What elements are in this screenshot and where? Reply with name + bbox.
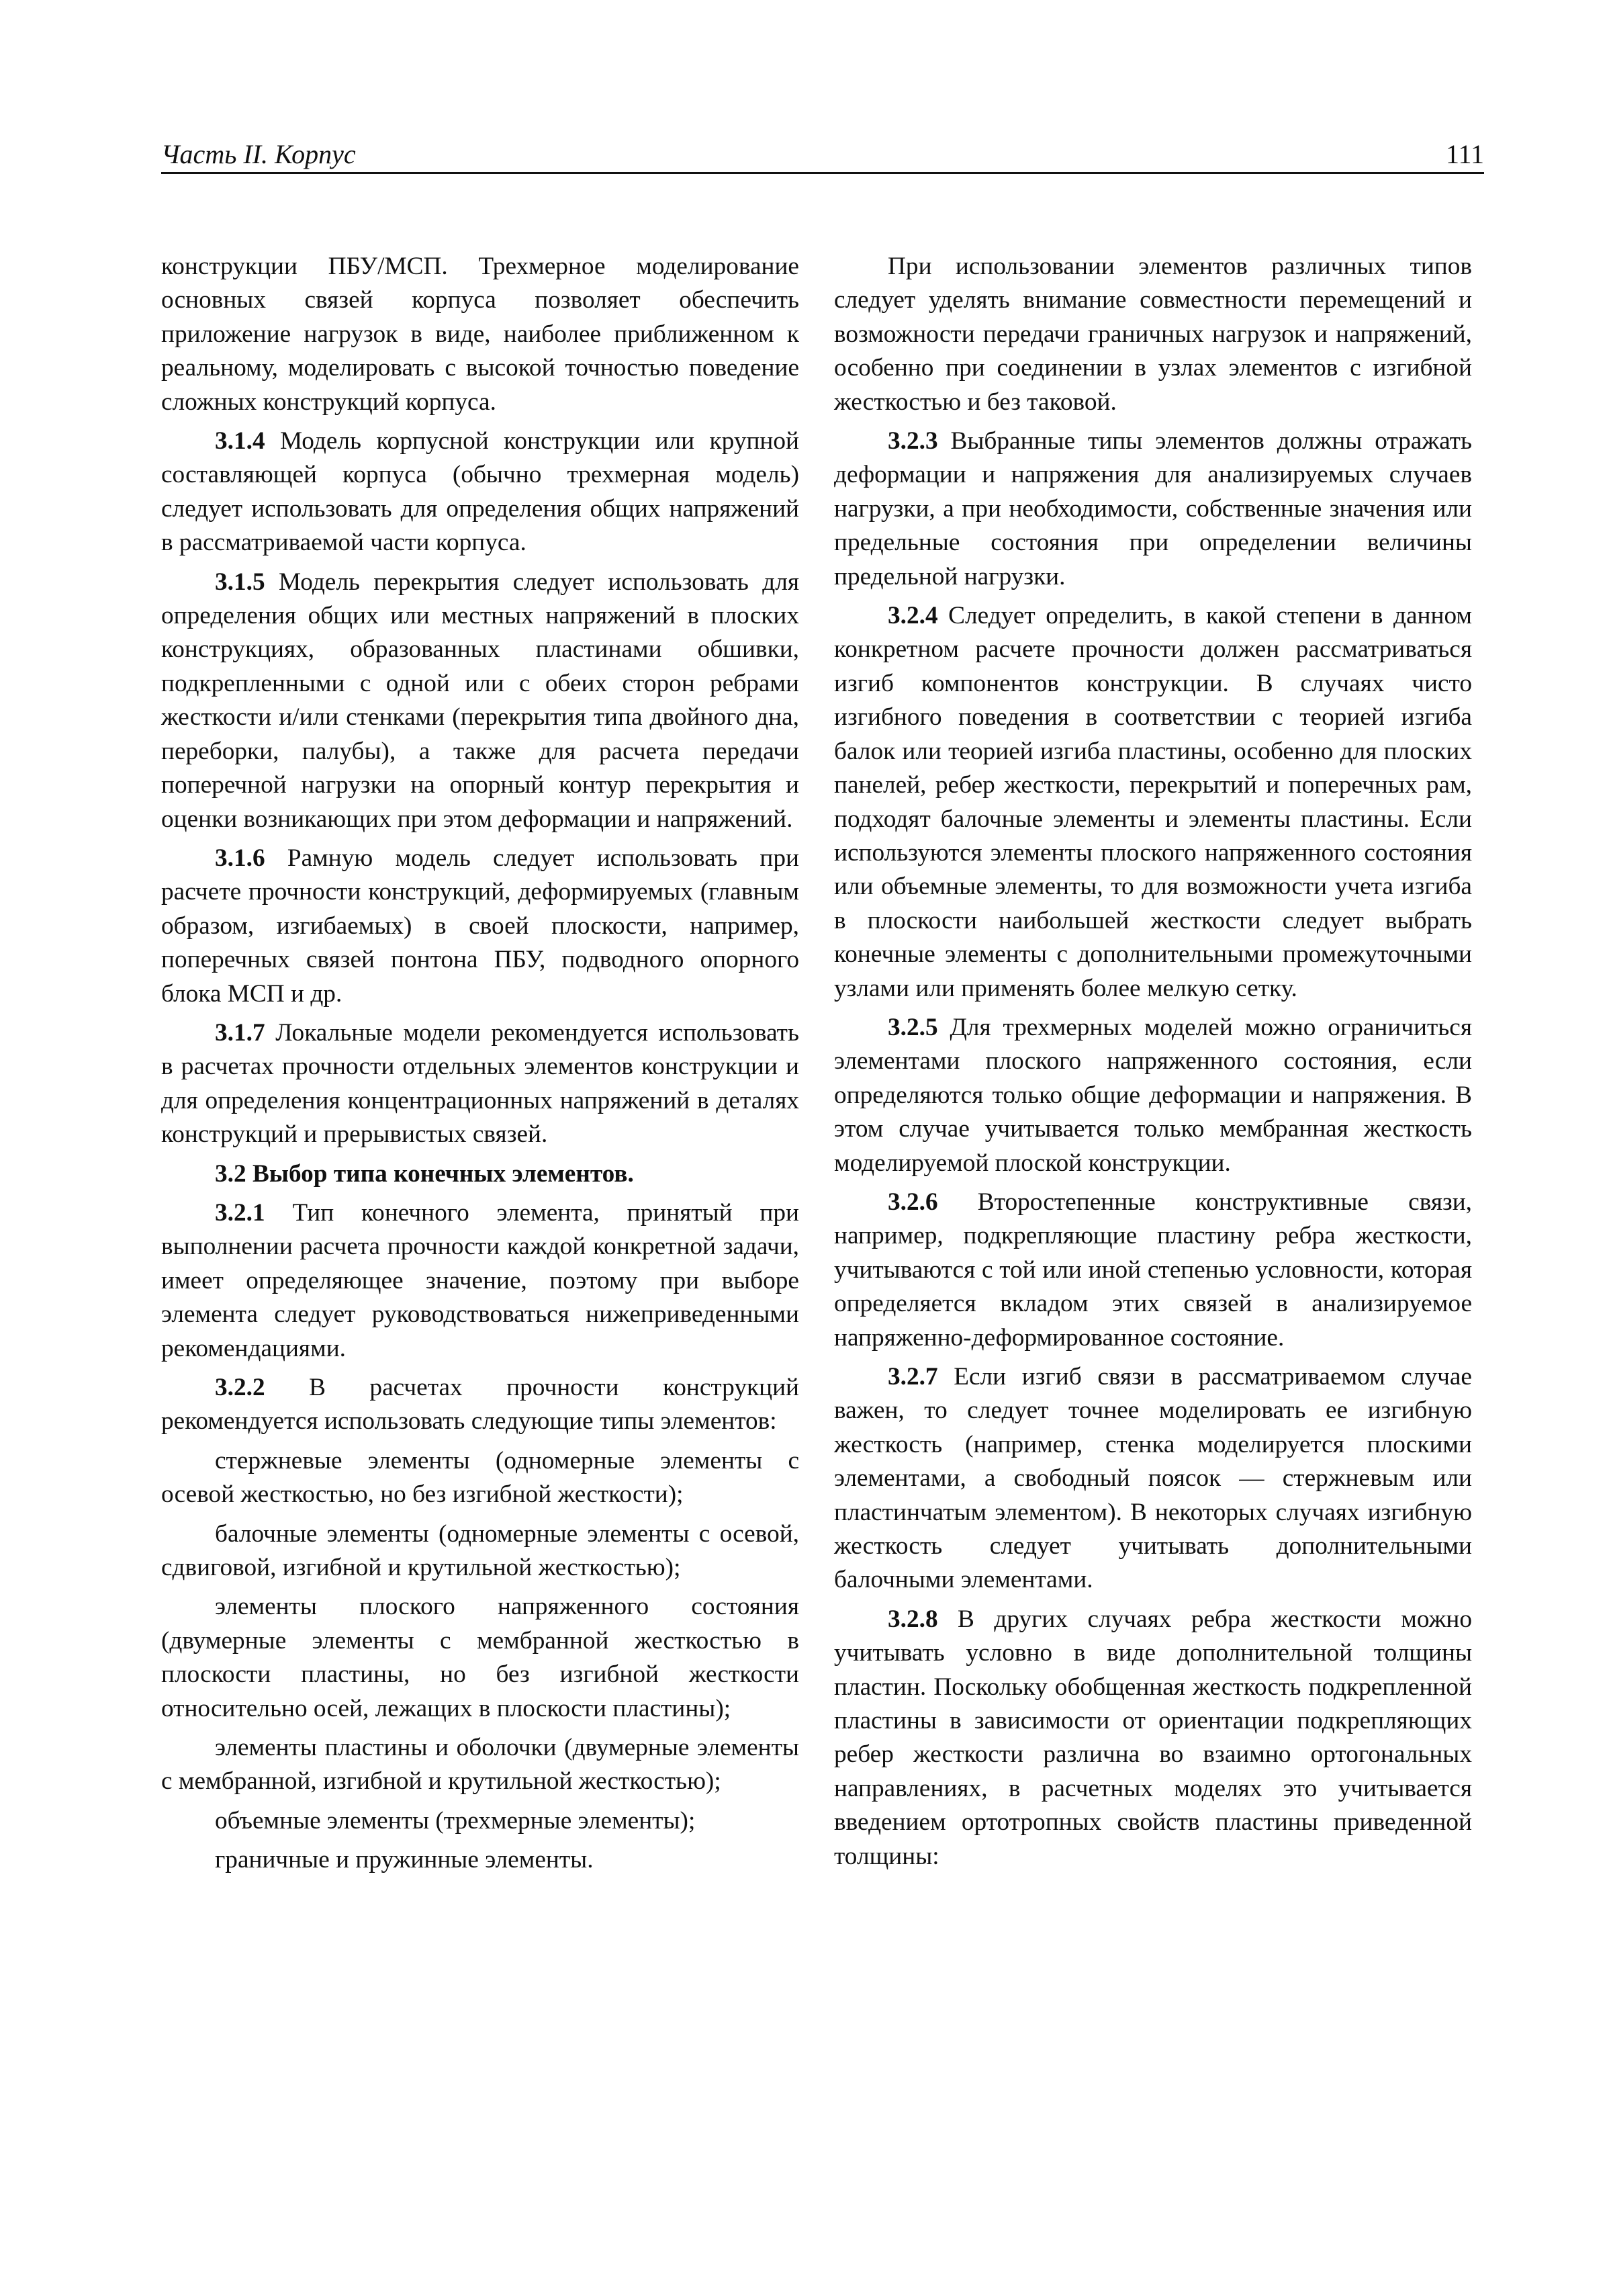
paragraph: При использовании элементов различных типов следует уделять внимание совместности перемещений и возможности передачи граничных нагрузок и напряжений, особенно при соединении в узлах элементов с изгибной жесткостью и без таковой. xyxy=(834,253,1472,416)
paragraph-3-2-5: 3.2.5 Для трехмерных моделей можно ограничиться элементами плоского напряженного состояния, если определяются только общие деформации и напряжения. В этом случае учитывается только мембранная жесткость моделируемой плоской конструкции. xyxy=(834,1013,1472,1177)
paragraph-3-2-7: 3.2.7 Если изгиб связи в рассматриваемом случае важен, то следует точнее моделировать ее изгибную жесткость (например, стенка моделируется плоскими элементами, а свободный поясок — стержневым или пластинчатым элементом). В некоторых случаях изгибную жесткость следует учитывать дополнительными балочными элементами. xyxy=(834,1363,1472,1594)
list-item: балочные элементы (одномерные элементы с осевой, сдвиговой, изгибной и крутильной жесткостью); xyxy=(161,1519,799,1582)
list-item: элементы плоского напряженного состояния (двумерные элементы с мембранной жесткостью в плоскости пластины, но без изгибной жесткости относительно осей, лежащих в плоскости пластины); xyxy=(161,1593,799,1722)
paragraph-3-2-1: 3.2.1 Тип конечного элемента, принятый при выполнении расчета прочности каждой конкретной задачи, имеет определяющее значение, поэтому при выборе элемента следует руководствоваться нижеприведенными рекомендациями. xyxy=(161,1198,799,1362)
paragraph-3-1-7: 3.1.7 Локальные модели рекомендуется использовать в расчетах прочности отдельных элементов конструкции и для определения концентрационных напряжений в деталях конструкций и прерывистых связей. xyxy=(161,1018,799,1149)
list-item: граничные и пружинные элементы. xyxy=(215,1846,594,1874)
paragraph-3-2-4: 3.2.4 Следует определить, в какой степени в данном конкретном расчете прочности должен рассматриваться изгиб компонентов конструкции. В случаях чисто изгибного поведения в соответствии с теорией изгиба балок или теорией изгиба пластины, особенно для плоских панелей, ребер жесткости, перекрытий и поперечных рам, подходят балочные элементы и элементы пластины. Если используются элементы плоского напряженного состояния или объемные элементы, то для возможности учета изгиба в плоскости наибольшей жесткости следует выбрать конечные элементы с дополнительными промежуточными узлами или применять более мелкую сетку. xyxy=(834,602,1472,1002)
running-title: Часть II. Корпус xyxy=(161,139,356,169)
paragraph-3-1-5: 3.1.5 Модель перекрытия следует использовать для определения общих или местных напряжений в плоских конструкциях, образованных пластинами обшивки, подкрепленными с одной или с обеих сторон ребрами жесткости и/или стенками (перекрытия типа двойного дна, переборки, палубы), а также для расчета передачи поперечной нагрузки на опорный контур перекрытия и оценки возникающих при этом деформации и напряжений. xyxy=(161,568,799,833)
paragraph-3-2-6: 3.2.6 Второстепенные конструктивные связи, например, подкрепляющие пластину ребра жесткости, учитываются с той или иной степенью условности, которая определяется вкладом этих связей в анализируемое напряженно-деформированное состояние. xyxy=(834,1188,1472,1352)
section-heading-3-2: 3.2 Выбор типа конечных элементов. xyxy=(215,1159,634,1188)
list-item: элементы пластины и оболочки (двумерные элементы с мембранной, изгибной и крутильной жесткостью); xyxy=(161,1734,799,1796)
list-item: стержневые элементы (одномерные элементы с осевой жесткостью, но без изгибной жесткости); xyxy=(161,1446,799,1509)
list-item: объемные элементы (трехмерные элементы); xyxy=(215,1806,696,1835)
paragraph-3-1-6: 3.1.6 Рамную модель следует использовать при расчете прочности конструкций, деформируемых (главным образом, изгибаемых) в своей плоскости, например, поперечных связей понтона ПБУ, подводного опорного блока МСП и др. xyxy=(161,844,799,1008)
paragraph-3-1-4: 3.1.4 Модель корпусной конструкции или крупной составляющей корпуса (обычно трехмерная модель) следует использовать для определения общих напряжений в рассматриваемой части корпуса. xyxy=(161,427,799,557)
paragraph-3-2-2: 3.2.2 В расчетах прочности конструкций рекомендуется использовать следующие типы элементов: xyxy=(161,1374,799,1436)
page-number: 111 xyxy=(1445,139,1484,169)
left-column xyxy=(161,250,799,1883)
paragraph-3-2-3: 3.2.3 Выбранные типы элементов должны отражать деформации и напряжения для анализируемых случаев нагрузки, а при необходимости, собственные значения или предельные состояния при определении величины предельной нагрузки. xyxy=(834,427,1472,590)
paragraph: конструкции ПБУ/МСП. Трехмерное моделирование основных связей корпуса позволяет обеспечить приложение нагрузок в виде, наиболее приближенном к реальному, моделировать с высокой точностью поведение сложных конструкций корпуса. xyxy=(161,253,799,416)
right-column xyxy=(834,250,1472,1879)
paragraph-3-2-8: 3.2.8 В других случаях ребра жесткости можно учитывать условно в виде дополнительной толщины пластин. Поскольку обобщенная жесткость подкрепленной пластины в зависимости от ориентации подкрепляющих ребер жесткости различна во взаимно ортогональных направлениях, в расчетных моделях это учитывается введением ортотропных свойств пластины приведенной толщины: xyxy=(834,1605,1472,1870)
page-header xyxy=(161,134,1484,174)
